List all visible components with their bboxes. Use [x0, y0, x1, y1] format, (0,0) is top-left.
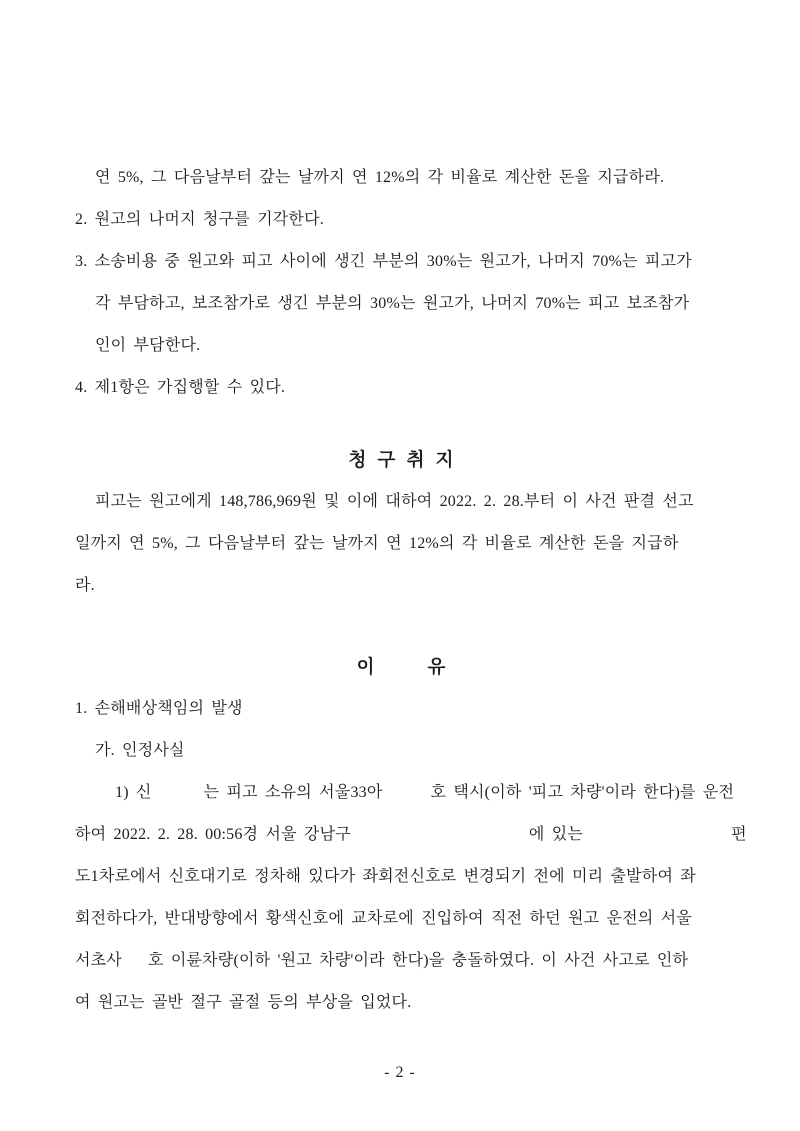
page-number: - 2 -: [384, 1064, 416, 1081]
text-run: 하여 2022. 2. 28. 00:56경 서울 강남구: [75, 826, 351, 843]
text-run: 피고는 원고에게 148,786,969원 및 이에 대하여 2022. 2. 28.부터 이 사건 판결 선고: [95, 493, 694, 510]
claim-line-1: [75, 481, 730, 523]
redacted-gap: [351, 838, 529, 839]
text-run: 도1차로에서 신호대기로 정차해 있다가 좌회전신호로 변경되기 전에 미리 출발하여 좌: [75, 868, 696, 885]
reason-heading: [75, 646, 730, 688]
redacted-gap: [383, 796, 431, 797]
text-run: 일까지 연 5%, 그 다음날부터 갚는 날까지 연 12%의 각 비율로 계산한 돈을 지급하: [75, 535, 679, 552]
text-run: 1) 신: [115, 784, 152, 801]
text-run: 4. 제1항은 가집행할 수 있다.: [75, 379, 286, 396]
text-run: 는 피고 소유의 서울33아: [203, 784, 383, 801]
text-run: 이: [356, 656, 378, 677]
order-item-3-line-3: [75, 325, 730, 367]
redacted-gap: [152, 796, 204, 797]
order-item-4: [75, 367, 730, 409]
fact-line-5: [75, 940, 730, 982]
fact-line-4: [75, 898, 730, 940]
reason-subsection-ga-title: [75, 730, 730, 772]
claim-line-3: [75, 565, 730, 607]
text-run: 인이 부담한다.: [95, 337, 201, 354]
text-run: 각 부담하고, 보조참가로 생긴 부분의 30%는 원고가, 나머지 70%는 피고 보조참가: [95, 295, 690, 312]
text-run: 1. 손해배상책임의 발생: [75, 700, 243, 717]
text-run: 편: [731, 826, 747, 843]
order-item-2: [75, 199, 730, 241]
text-run: 유: [427, 656, 449, 677]
order-item-3-line-1: [75, 241, 730, 283]
reason-section-1-title: [75, 688, 730, 730]
fact-line-3: [75, 856, 730, 898]
text-run: 청 구 취 지: [348, 449, 457, 470]
text-run: 호 택시(이하 '피고 차량'이라 한다)를 운전: [430, 784, 735, 801]
claim-heading: [75, 439, 730, 481]
text-run: 3. 소송비용 중 원고와 피고 사이에 생긴 부분의 30%는 원고가, 나머지 70%는 피고가: [75, 253, 692, 270]
redacted-gap: [583, 838, 731, 839]
text-run: 서초사: [75, 952, 122, 969]
redacted-gap: [378, 672, 428, 673]
order-item-3-line-2: [75, 283, 730, 325]
claim-line-2: [75, 523, 730, 565]
text-run: 여 원고는 골반 절구 골절 등의 부상을 입었다.: [75, 994, 412, 1011]
text-run: 라.: [75, 577, 95, 594]
text-run: 호 이륜차량(이하 '원고 차량'이라 한다)을 충돌하였다. 이 사건 사고로 인하: [147, 952, 689, 969]
fact-line-6: [75, 982, 730, 1024]
text-run: 가. 인정사실: [95, 742, 185, 759]
text-run: 2. 원고의 나머지 청구를 기각한다.: [75, 211, 324, 228]
text-run: 연 5%, 그 다음날부터 갚는 날까지 연 12%의 각 비율로 계산한 돈을 지급하라.: [95, 169, 665, 186]
fact-line-2: [75, 814, 747, 856]
redacted-gap: [122, 964, 148, 965]
fact-line-1: [75, 772, 735, 814]
order-item-1-continuation: [75, 157, 730, 199]
text-run: 에 있는: [528, 826, 584, 843]
document-body: [75, 0, 747, 1024]
text-run: 회전하다가, 반대방향에서 황색신호에 교차로에 진입하여 직전 하던 원고 운전의 서울: [75, 910, 692, 927]
